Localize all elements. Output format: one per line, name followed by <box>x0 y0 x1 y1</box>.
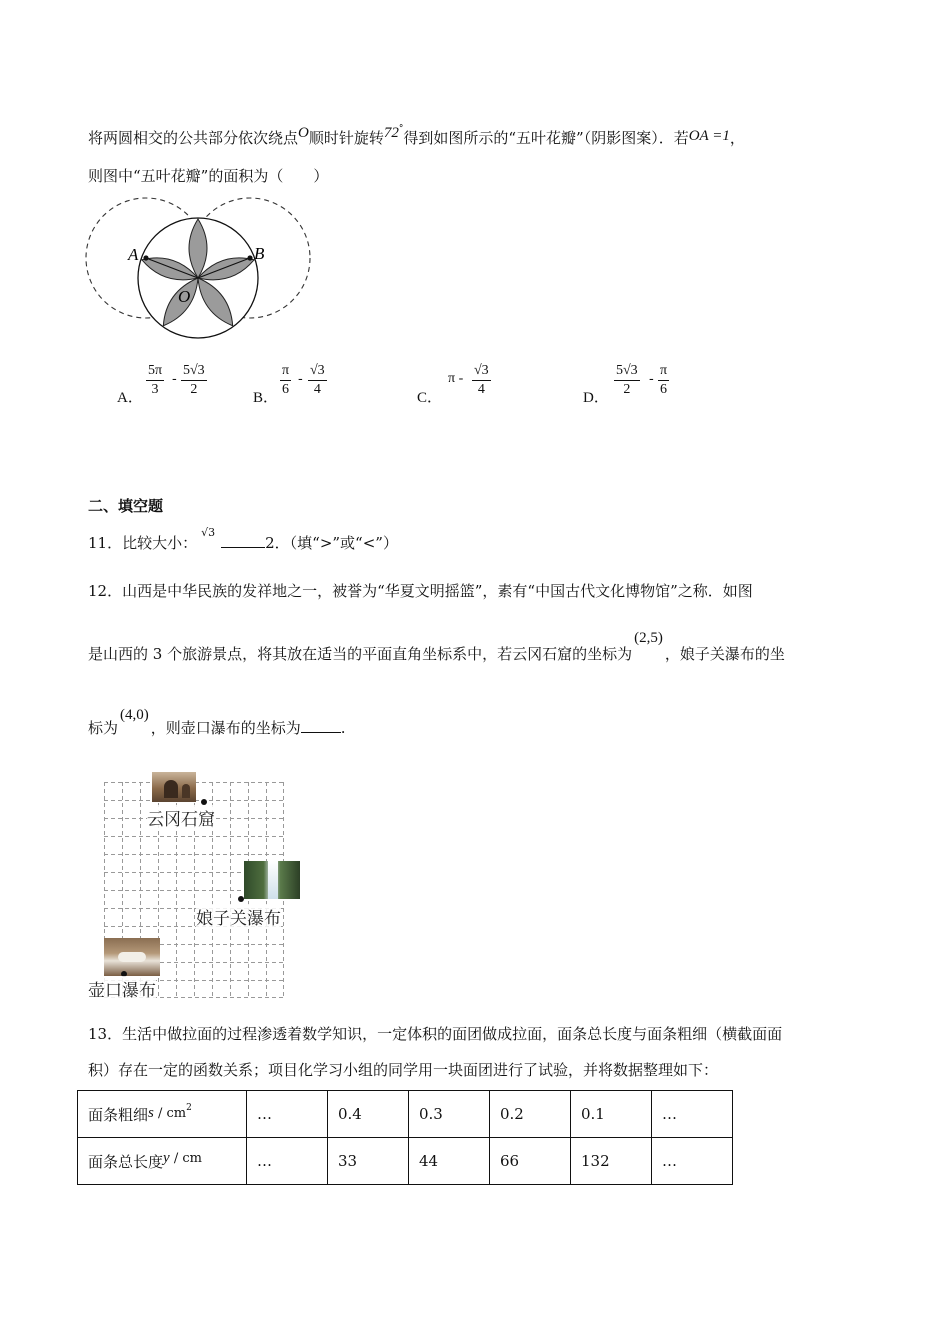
table-cell: 44 <box>409 1138 490 1185</box>
frac-num: π <box>280 362 291 381</box>
frac-den: 2 <box>623 382 631 397</box>
q13-line2: 积）存在一定的函数关系；项目化学习小组的同学用一块面团进行了试验，并将数据整理如下： <box>88 1061 719 1079</box>
q11-suffix: 2．（填“>”或“<”） <box>265 534 398 552</box>
five-petal-figure <box>80 190 320 350</box>
q12-text-a: 是山西的 3 个旅游景点，将其放在适当的平面直角坐标系中，若云冈石窟的坐标为 <box>88 645 633 663</box>
table-row <box>78 1091 733 1138</box>
point-b-dot <box>247 255 252 260</box>
option-c-letter: C． <box>417 390 443 406</box>
option-c-lead: π - <box>448 371 464 386</box>
header-var: s <box>148 1104 154 1121</box>
hukou-photo <box>104 938 160 976</box>
q12-coord-yungang: (2,5) <box>634 630 663 646</box>
option-d-frac2 <box>658 362 669 399</box>
q12-line2 <box>88 630 785 665</box>
q10-text-c: 得到如图所示的“五叶花瓣”（阴影图案）．若 <box>403 129 689 147</box>
frac-den: 6 <box>282 382 290 397</box>
q11-radical: √3 <box>201 526 216 539</box>
yungang-label: 云冈石窟 <box>147 805 215 830</box>
q12-line3 <box>88 707 346 739</box>
frac-num: 5π <box>146 362 164 381</box>
frac-den: 4 <box>313 382 321 397</box>
q11-line <box>88 526 398 555</box>
option-a-minus: - <box>172 371 177 387</box>
header-unit: / cm <box>153 1105 187 1121</box>
table-cell: 33 <box>328 1138 409 1185</box>
section-title: 二、填空题 <box>88 497 164 515</box>
q12-coord-niangziguan: (4,0) <box>120 707 149 723</box>
option-b-letter: B． <box>253 390 279 406</box>
q10-point-o: O <box>298 125 309 141</box>
niangziguan-point <box>238 896 244 902</box>
q12-period: . <box>340 719 346 737</box>
frac-num: 5√3 <box>181 362 207 381</box>
q11-prefix: 11．比较大小： <box>88 534 198 552</box>
header-label: 面条总长度 <box>88 1152 164 1171</box>
row-header-thickness <box>78 1091 247 1138</box>
q10-degree: ° <box>398 124 404 134</box>
frac-num: √3 <box>472 362 491 381</box>
option-c-frac <box>472 362 491 399</box>
option-d-letter: D． <box>583 390 609 406</box>
q12-line1: 12．山西是中华民族的发祥地之一，被誉为“华夏文明摇篮”，素有“中国古代文化博物馆”之称．如图 <box>88 582 753 600</box>
option-a-frac1 <box>146 362 164 399</box>
q10-text-b: 顺时针旋转 <box>308 129 384 147</box>
table-cell: … <box>247 1091 328 1138</box>
niangziguan-photo <box>244 861 300 899</box>
point-a-dot <box>143 255 148 260</box>
table-cell: 0.4 <box>328 1091 409 1138</box>
table-row <box>78 1138 733 1185</box>
option-b-frac1 <box>280 362 291 399</box>
hukou-label: 壶口瀑布 <box>88 976 156 1001</box>
frac-num: 5√3 <box>614 362 640 381</box>
label-b: B <box>254 244 265 263</box>
table-cell: 66 <box>490 1138 571 1185</box>
waterfall-spray <box>118 952 146 962</box>
q11-answer-blank[interactable] <box>221 547 265 548</box>
label-a: A <box>128 245 139 264</box>
frac-num: √3 <box>308 362 327 381</box>
header-sup: 2 <box>186 1102 192 1113</box>
table-cell: … <box>652 1138 733 1185</box>
table-cell: 0.1 <box>571 1091 652 1138</box>
header-var: y <box>163 1149 170 1166</box>
yungang-photo <box>152 772 196 802</box>
frac-den: 2 <box>190 382 198 397</box>
q10-line2: 则图中“五叶花瓣”的面积为（ ） <box>88 167 329 185</box>
frac-num: π <box>658 362 669 381</box>
q13-line1: 13．生活中做拉面的过程渗透着数学知识，一定体积的面团做成拉面，面条总长度与面条粗细（横截面面 <box>88 1025 783 1043</box>
waterfall-stream <box>268 861 278 899</box>
noodle-data-table <box>77 1090 733 1185</box>
frac-den: 3 <box>151 382 159 397</box>
option-b-frac2 <box>308 362 327 399</box>
q12-text-c: 标为 <box>88 719 119 737</box>
option-a-frac2 <box>181 362 207 399</box>
niangziguan-label: 娘子关瀑布 <box>196 904 281 929</box>
frac-den: 4 <box>477 382 485 397</box>
option-b-minus: - <box>298 371 303 387</box>
q10-comma: ， <box>729 129 745 147</box>
grotto-arch <box>182 784 190 798</box>
q12-text-b: ，娘子关瀑布的坐 <box>664 645 785 663</box>
table-cell: … <box>652 1091 733 1138</box>
grotto-arch <box>164 780 178 798</box>
q10-text-a: 将两圆相交的公共部分依次绕点 <box>88 129 299 147</box>
q10-line1 <box>88 124 745 151</box>
q12-answer-blank[interactable] <box>301 732 341 733</box>
option-a-letter: A． <box>117 390 143 406</box>
header-label: 面条粗细 <box>88 1105 149 1124</box>
label-o: O <box>178 287 191 306</box>
option-d-frac1 <box>614 362 640 399</box>
table-cell: 0.2 <box>490 1091 571 1138</box>
table-cell: 132 <box>571 1138 652 1185</box>
table-cell: … <box>247 1138 328 1185</box>
q10-angle: 72 <box>383 125 399 141</box>
row-header-length <box>78 1138 247 1185</box>
q10-oa-equals: OA =1 <box>688 128 730 144</box>
q12-text-d: ，则壶口瀑布的坐标为 <box>150 719 301 737</box>
table-cell: 0.3 <box>409 1091 490 1138</box>
frac-den: 6 <box>660 382 668 397</box>
header-unit: / cm <box>169 1150 202 1166</box>
option-d-minus: - <box>649 371 654 387</box>
